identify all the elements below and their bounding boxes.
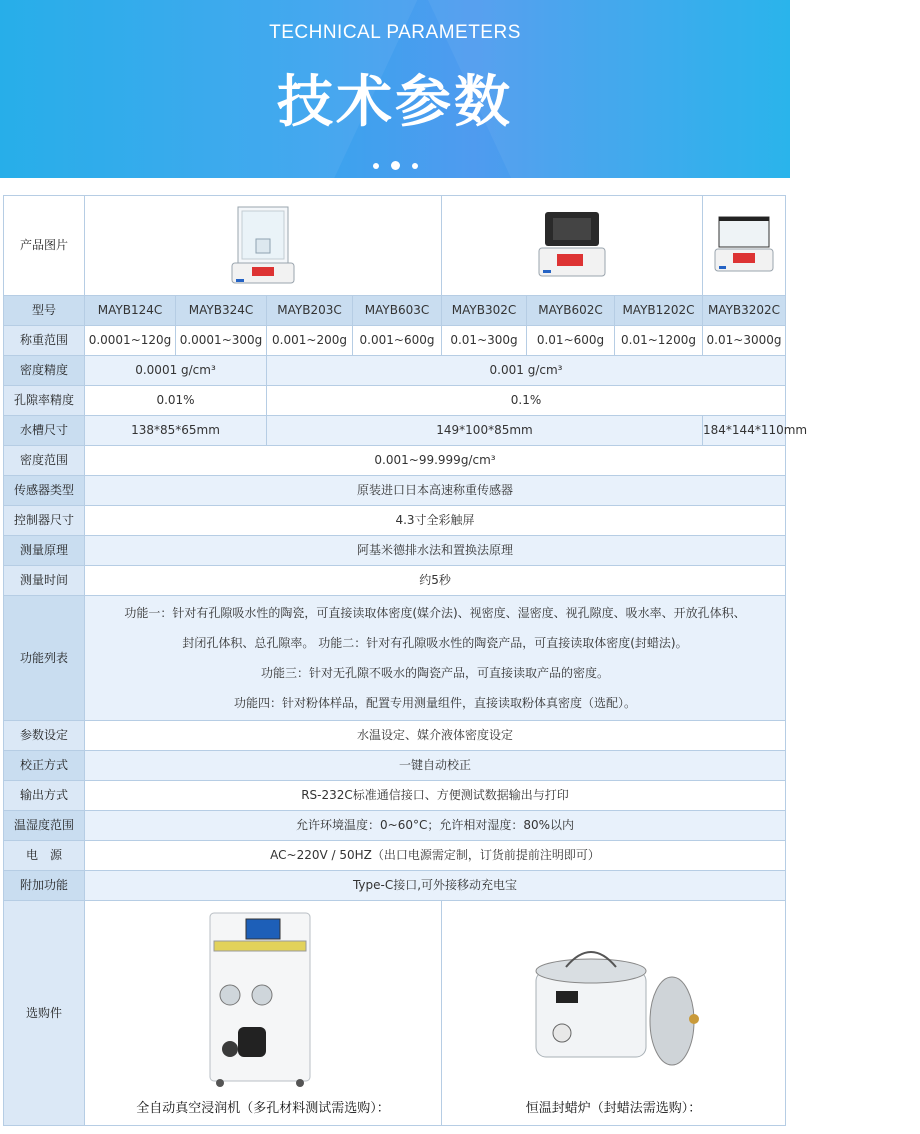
row-label: 功能列表	[4, 596, 85, 721]
table-row	[4, 871, 786, 901]
density-range-cell: 0.001~99.999g/cm³	[85, 446, 786, 476]
header-banner	[0, 0, 790, 178]
table-row	[4, 901, 786, 1126]
table-row	[4, 446, 786, 476]
model-cell: MAYB324C	[176, 296, 267, 326]
table-row	[4, 596, 786, 721]
tank-cell: 149*100*85mm	[267, 416, 703, 446]
option-cell-vacuum	[85, 901, 442, 1126]
range-cell: 0.001~600g	[353, 326, 442, 356]
row-label: 校正方式	[4, 751, 85, 781]
controller-cell: 4.3寸全彩触屏	[85, 506, 786, 536]
range-cell: 0.001~200g	[267, 326, 353, 356]
row-label: 型号	[4, 296, 85, 326]
density-acc-cell: 0.0001 g/cm³	[85, 356, 267, 386]
page-title: 技术参数	[277, 70, 513, 135]
power-cell: AC~220V / 50HZ（出口电源需定制，订货前提前注明即可）	[85, 841, 786, 871]
row-label: 选购件	[4, 901, 85, 1126]
row-label: 电 源	[4, 841, 85, 871]
table-row	[4, 841, 786, 871]
row-label: 水槽尺寸	[4, 416, 85, 446]
dot	[373, 163, 379, 169]
calib-cell: 一键自动校正	[85, 751, 786, 781]
table-row	[4, 416, 786, 446]
balance-large-icon	[709, 211, 779, 281]
table-row	[4, 386, 786, 416]
extra-cell: Type-C接口,可外接移动充电宝	[85, 871, 786, 901]
row-label: 孔隙率精度	[4, 386, 85, 416]
spec-table	[3, 195, 808, 1126]
feature-line: 封闭孔体积、总孔隙率。 功能二：针对有孔隙吸水性的陶瓷产品，可直接读取体密度(封蜡法)。	[182, 636, 688, 650]
porosity-acc-cell: 0.01%	[85, 386, 267, 416]
model-cell: MAYB3202C	[703, 296, 786, 326]
range-cell: 0.01~300g	[442, 326, 527, 356]
tank-cell: 184*144*110mm	[703, 416, 786, 446]
porosity-acc-cell: 0.1%	[267, 386, 786, 416]
balance-glass-icon	[218, 201, 308, 291]
row-label: 密度精度	[4, 356, 85, 386]
range-cell: 0.0001~300g	[176, 326, 267, 356]
table-row	[4, 781, 786, 811]
table-row	[4, 721, 786, 751]
model-cell: MAYB1202C	[615, 296, 703, 326]
range-cell: 0.01~3000g	[703, 326, 786, 356]
product-image-3	[703, 196, 786, 296]
table-row	[4, 296, 786, 326]
row-label: 控制器尺寸	[4, 506, 85, 536]
feature-line: 功能四：针对粉体样品，配置专用测量组件，直接读取粉体真密度（选配）。	[234, 696, 637, 710]
dot-active	[391, 161, 400, 170]
option-cell-wax	[442, 901, 786, 1126]
row-label: 参数设定	[4, 721, 85, 751]
dot	[412, 163, 418, 169]
row-label: 密度范围	[4, 446, 85, 476]
row-label: 输出方式	[4, 781, 85, 811]
row-label: 温湿度范围	[4, 811, 85, 841]
table-row	[4, 196, 786, 296]
product-image-1	[85, 196, 442, 296]
wax-furnace-icon	[522, 941, 712, 1071]
time-cell: 约5秒	[85, 566, 786, 596]
table-row	[4, 476, 786, 506]
table-row	[4, 751, 786, 781]
row-label: 测量原理	[4, 536, 85, 566]
env-cell: 允许环境温度：0~60°C；允许相对湿度：80%以内	[85, 811, 786, 841]
model-cell: MAYB602C	[527, 296, 615, 326]
product-image-2	[442, 196, 703, 296]
principle-cell: 阿基米德排水法和置换法原理	[85, 536, 786, 566]
vacuum-machine-icon	[200, 909, 320, 1089]
english-title: TECHNICAL PARAMETERS	[269, 22, 521, 43]
sensor-cell: 原装进口日本高速称重传感器	[85, 476, 786, 506]
features-cell	[85, 596, 786, 721]
pager-dots	[0, 155, 790, 174]
table-row	[4, 326, 786, 356]
row-label: 测量时间	[4, 566, 85, 596]
range-cell: 0.01~1200g	[615, 326, 703, 356]
option-caption: 恒温封蜡炉（封蜡法需选购）：	[525, 1101, 702, 1117]
table-row	[4, 356, 786, 386]
row-label: 产品图片	[4, 196, 85, 296]
model-cell: MAYB302C	[442, 296, 527, 326]
tank-cell: 138*85*65mm	[85, 416, 267, 446]
model-cell: MAYB203C	[267, 296, 353, 326]
option-caption: 全自动真空浸润机（多孔材料测试需选购）：	[136, 1101, 390, 1117]
param-cell: 水温设定、媒介液体密度设定	[85, 721, 786, 751]
balance-black-icon	[527, 206, 617, 286]
feature-line: 功能三：针对无孔隙不吸水的陶瓷产品，可直接读取产品的密度。	[261, 666, 610, 680]
output-cell: RS-232C标准通信接口、方便测试数据输出与打印	[85, 781, 786, 811]
table-row	[4, 811, 786, 841]
row-label: 附加功能	[4, 871, 85, 901]
row-label: 传感器类型	[4, 476, 85, 506]
density-acc-cell: 0.001 g/cm³	[267, 356, 786, 386]
model-cell: MAYB124C	[85, 296, 176, 326]
range-cell: 0.0001~120g	[85, 326, 176, 356]
table-row	[4, 536, 786, 566]
table-row	[4, 506, 786, 536]
range-cell: 0.01~600g	[527, 326, 615, 356]
model-cell: MAYB603C	[353, 296, 442, 326]
feature-line: 功能一：针对有孔隙吸水性的陶瓷，可直接读取体密度(媒介法)、视密度、湿密度、视孔隙度、吸水率、开放孔体积、	[124, 606, 746, 620]
table-row	[4, 566, 786, 596]
row-label: 称重范围	[4, 326, 85, 356]
